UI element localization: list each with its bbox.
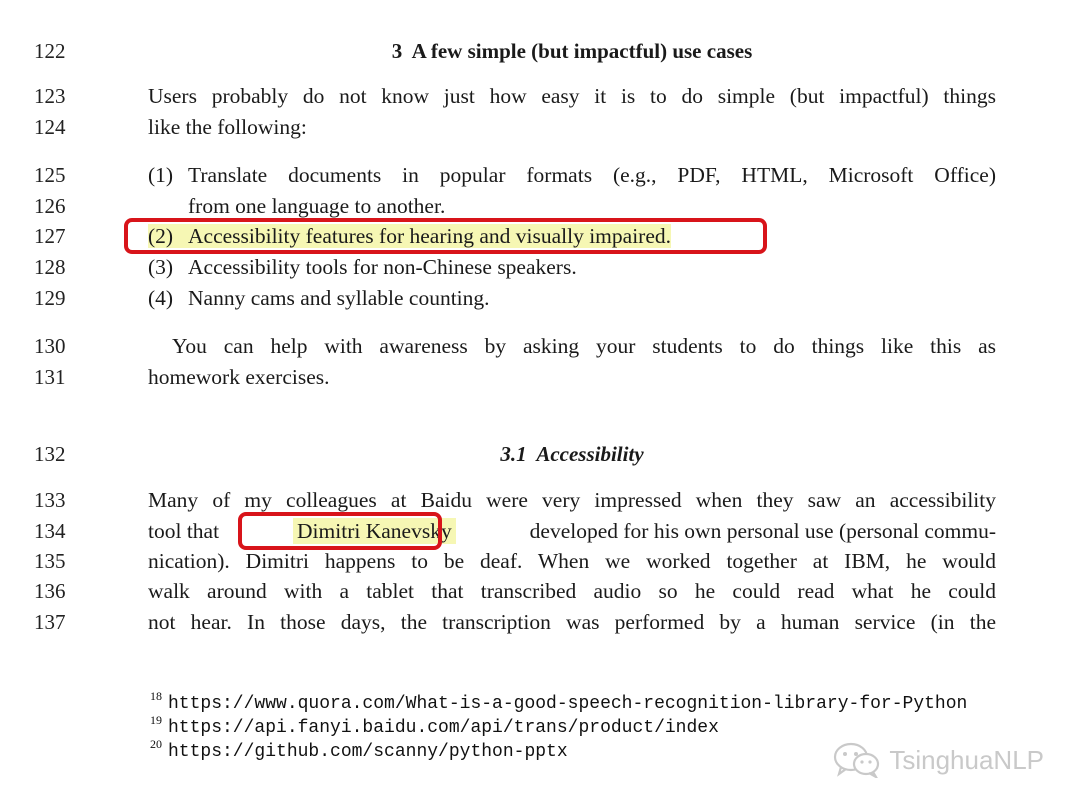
line-number: 129 <box>34 286 66 310</box>
footnote-url[interactable]: https://www.quora.com/What-is-a-good-speech-recognition-library-for-Python <box>168 694 968 714</box>
footnote-mark: 20 <box>150 737 162 751</box>
line-number: 128 <box>34 255 66 279</box>
list-item-text: Translate documents in popular formats (e.g., PDF, HTML, Microsoft Office) <box>188 163 996 187</box>
red-annotation-box <box>124 218 767 254</box>
line-number: 123 <box>34 84 66 108</box>
line-number: 132 <box>34 442 66 466</box>
list-item <box>148 285 996 311</box>
list-item-text: Nanny cams and syllable counting. <box>188 286 490 310</box>
line-number: 127 <box>34 224 66 248</box>
line-number: 125 <box>34 163 66 187</box>
list-item-number: (4) <box>148 286 174 310</box>
list-item-continuation: from one language to another. <box>188 194 446 218</box>
list-item-number: (1) <box>148 163 174 187</box>
paragraph-line: homework exercises. <box>148 365 330 389</box>
section-heading <box>148 38 996 64</box>
wechat-icon <box>833 742 881 778</box>
footnote-url[interactable]: https://api.fanyi.baidu.com/api/trans/product/index <box>168 718 719 738</box>
paragraph-line: nication). Dimitri happens to be deaf. When we worked together at IBM, he would <box>148 549 996 573</box>
list-item-number: (3) <box>148 255 174 279</box>
subsection-heading <box>148 441 996 467</box>
line-number: 135 <box>34 549 66 573</box>
line-number: 122 <box>34 39 66 63</box>
footnote-url[interactable]: https://github.com/scanny/python-pptx <box>168 742 568 762</box>
highlighted-name: Dimitri Kanevsky <box>293 518 456 544</box>
text-run: tool that <box>148 519 220 543</box>
line-number: 134 <box>34 519 66 543</box>
line-number: 133 <box>34 488 66 512</box>
subsection-number: 3.1 <box>500 442 527 466</box>
line-number: 136 <box>34 579 66 603</box>
paragraph-line: Many of my colleagues at Baidu were very impressed when they saw an accessibility <box>148 488 996 512</box>
line-number: 124 <box>34 115 66 139</box>
footnote <box>150 732 568 764</box>
text-run: developed for his own personal use (personal commu- <box>529 519 996 543</box>
watermark <box>833 742 1044 778</box>
footnote-mark: 19 <box>150 713 162 727</box>
line-number: 137 <box>34 610 66 634</box>
paragraph-line: not hear. In those days, the transcription was performed by a human service (in the <box>148 610 996 634</box>
subsection-title: Accessibility <box>536 442 644 466</box>
list-item <box>148 254 996 280</box>
section-title: A few simple (but impactful) use cases <box>411 39 753 63</box>
paragraph-line: walk around with a tablet that transcribed audio so he could read what he could <box>148 579 996 603</box>
line-number: 130 <box>34 334 66 358</box>
line-number: 126 <box>34 194 66 218</box>
list-item <box>148 162 996 188</box>
list-item-number: (2) <box>148 224 174 248</box>
intro-line: Users probably do not know just how easy it is to do simple (but impactful) things <box>148 84 996 108</box>
red-annotation-box <box>238 512 442 550</box>
line-number: 131 <box>34 365 66 389</box>
list-item-text: Accessibility features for hearing and visually impaired. <box>188 224 671 248</box>
paragraph-line: You can help with awareness by asking your students to do things like this as <box>172 334 996 358</box>
list-item-text: Accessibility tools for non-Chinese speakers. <box>188 255 577 279</box>
footnote-mark: 18 <box>150 689 162 703</box>
watermark-label: TsinghuaNLP <box>889 744 1044 775</box>
intro-line: like the following: <box>148 115 307 139</box>
section-number: 3 <box>391 39 403 63</box>
